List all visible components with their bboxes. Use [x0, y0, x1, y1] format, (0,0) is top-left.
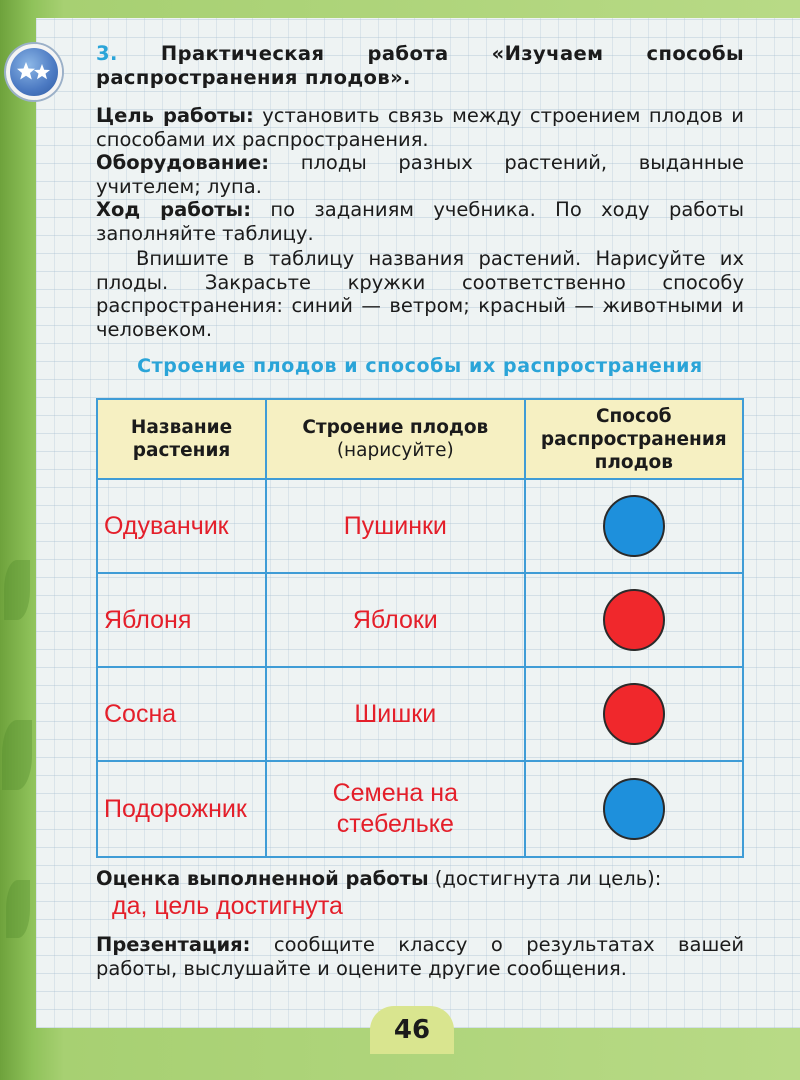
leaf-decoration [2, 720, 32, 790]
equipment-text: плоды разных растений, выданные учителем; лупа. [96, 151, 744, 198]
fruit-structure-cell[interactable]: Шишки [266, 667, 525, 761]
dispersal-cell [525, 667, 743, 761]
stars-icon [17, 61, 51, 83]
evaluation-answer[interactable]: да, цель достигнута [112, 892, 343, 920]
equipment-label: Оборудование: [96, 151, 270, 174]
task-title-text: Практическая работа «Изучаем способы распространения плодов». [96, 42, 744, 89]
fruit-structure-cell[interactable] [266, 761, 525, 857]
goal-label: Цель работы: [96, 104, 254, 127]
course-paragraph [96, 198, 744, 245]
plant-name-cell[interactable]: Одуванчик [97, 479, 266, 573]
fruit-structure-cell[interactable]: Пушинки [266, 479, 525, 573]
evaluation-text: (достигнута ли цель): [428, 867, 662, 890]
star-badge-icon [6, 44, 62, 100]
goal-text: установить связь между строением плодов и способами их распространения. [96, 104, 744, 151]
presentation-paragraph [96, 933, 744, 980]
dispersal-cell [525, 573, 743, 667]
table-header-row [97, 399, 743, 479]
header-fruit-structure-note: (нарисуйте) [336, 440, 454, 461]
table-row [97, 479, 743, 573]
leaf-decoration [4, 560, 30, 620]
evaluation-label: Оценка выполненной работы [96, 867, 429, 890]
dispersal-cell [525, 479, 743, 573]
red-circle-icon[interactable] [603, 683, 665, 745]
instruction-paragraph: Впишите в таблицу названия растений. Нарисуйте их плоды. Закрасьте кружки соответственно способу распространения: синий — ветром; красный — животными и человеком. [96, 247, 744, 341]
table-row [97, 573, 743, 667]
blue-circle-icon[interactable] [603, 495, 665, 557]
header-plant-name: Название растения [97, 399, 266, 479]
page-number: 46 [370, 1006, 454, 1054]
equipment-paragraph [96, 151, 744, 198]
table-row [97, 667, 743, 761]
plant-name-cell[interactable]: Яблоня [97, 573, 266, 667]
leaf-decoration [6, 880, 30, 938]
plant-name-cell[interactable]: Сосна [97, 667, 266, 761]
header-fruit-structure [266, 399, 525, 479]
task-number: 3. [96, 42, 118, 65]
course-text: по заданиям учебника. По ходу работы заполняйте таблицу. [96, 198, 744, 245]
course-label: Ход работы: [96, 198, 251, 221]
presentation-label: Презентация: [96, 933, 251, 956]
fruit-structure-text: Семена на стебельке [332, 779, 458, 838]
fruit-structure-cell[interactable]: Яблоки [266, 573, 525, 667]
evaluation-paragraph [96, 867, 744, 891]
fruits-table [96, 398, 744, 858]
plant-name-cell[interactable]: Подорожник [97, 761, 266, 857]
task-title [96, 42, 744, 89]
presentation-text: сообщите классу о результатах вашей работы, выслушайте и оцените другие сообщения. [96, 933, 744, 980]
header-fruit-structure-label: Строение плодов [302, 417, 489, 438]
header-dispersal-method: Способ распространения плодов [525, 399, 743, 479]
goal-paragraph [96, 104, 744, 151]
table-row [97, 761, 743, 857]
table-title: Строение плодов и способы их распространения [137, 355, 703, 377]
blue-circle-icon[interactable] [603, 778, 665, 840]
dispersal-cell [525, 761, 743, 857]
red-circle-icon[interactable] [603, 589, 665, 651]
